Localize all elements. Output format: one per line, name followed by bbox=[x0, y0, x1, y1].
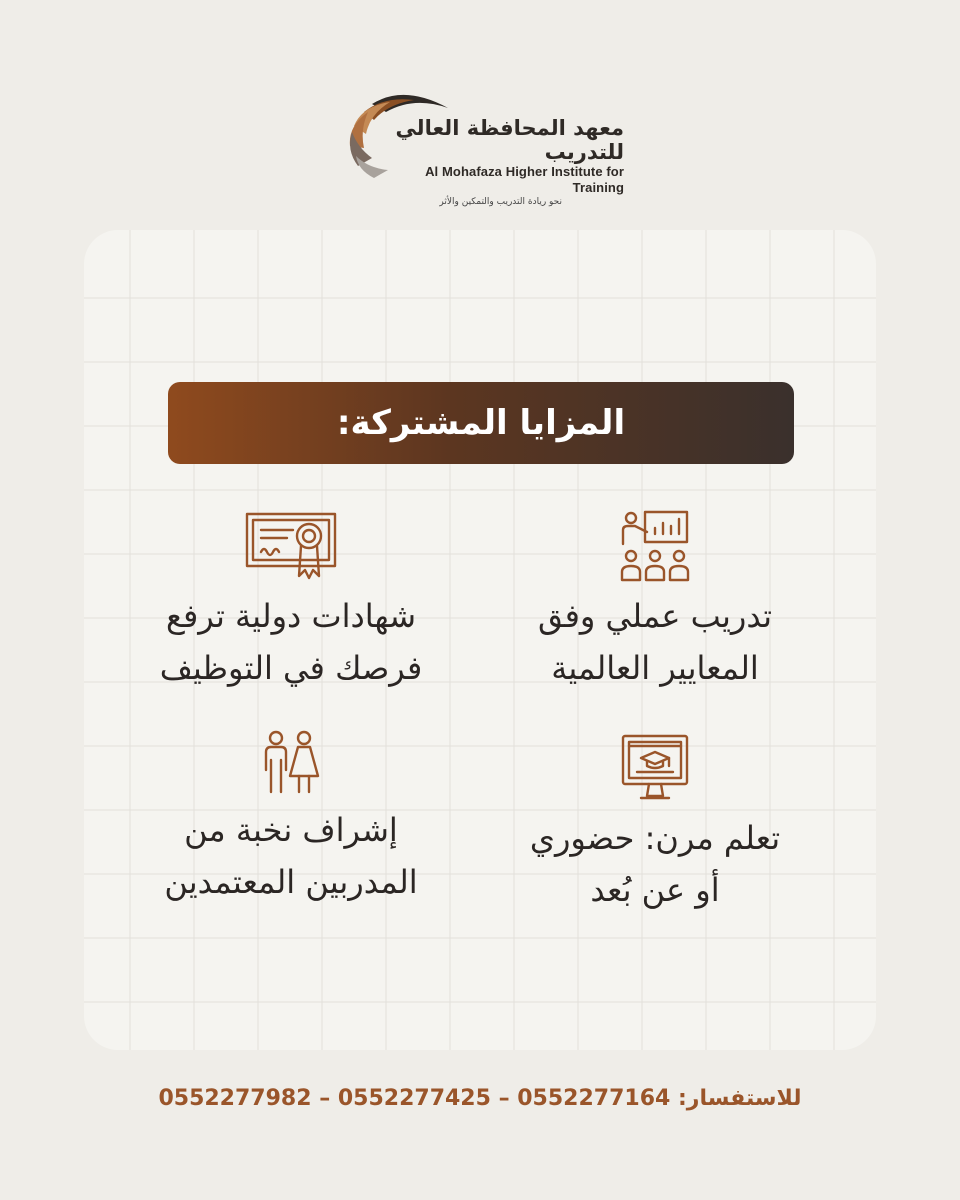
institute-logo bbox=[340, 86, 630, 207]
certificate-icon bbox=[243, 508, 339, 582]
institute-name-arabic: معهد المحافظة العالي للتدريب bbox=[395, 116, 624, 164]
feature-international-certificates bbox=[126, 508, 456, 694]
feature-line-2: فرصك في التوظيف bbox=[159, 649, 423, 687]
institute-name-english: Al Mohafaza Higher Institute for Training bbox=[425, 164, 624, 195]
feature-flexible-learning bbox=[490, 730, 820, 916]
feature-line-2: أو عن بُعد bbox=[590, 871, 720, 909]
contact-phone-numbers[interactable]: 0552277982 – 0552277425 – 0552277164 bbox=[158, 1086, 671, 1111]
feature-practical-training bbox=[490, 508, 820, 694]
feature-line-2: المدربين المعتمدين bbox=[164, 863, 418, 901]
section-title: المزايا المشتركة: bbox=[336, 403, 626, 443]
feature-line-1: تدريب عملي وفق bbox=[537, 597, 773, 635]
feature-line-1: تعلم مرن: حضوري bbox=[529, 819, 781, 857]
feature-line-1: إشراف نخبة من bbox=[184, 811, 398, 849]
feature-elite-trainers bbox=[126, 730, 456, 908]
online-learning-monitor-icon bbox=[619, 730, 691, 804]
benefits-card bbox=[84, 230, 876, 1050]
feature-line-2: المعايير العالمية bbox=[551, 649, 759, 687]
contact-label: للاستفسار: bbox=[678, 1086, 802, 1111]
feature-line-1: شهادات دولية ترفع bbox=[165, 597, 417, 635]
institute-tagline: نحو ريادة التدريب والتمكين والأثر bbox=[439, 197, 562, 207]
contact-line bbox=[0, 1086, 960, 1111]
presentation-icon bbox=[619, 508, 691, 582]
trainers-icon bbox=[258, 730, 324, 796]
section-title-banner bbox=[168, 382, 794, 464]
